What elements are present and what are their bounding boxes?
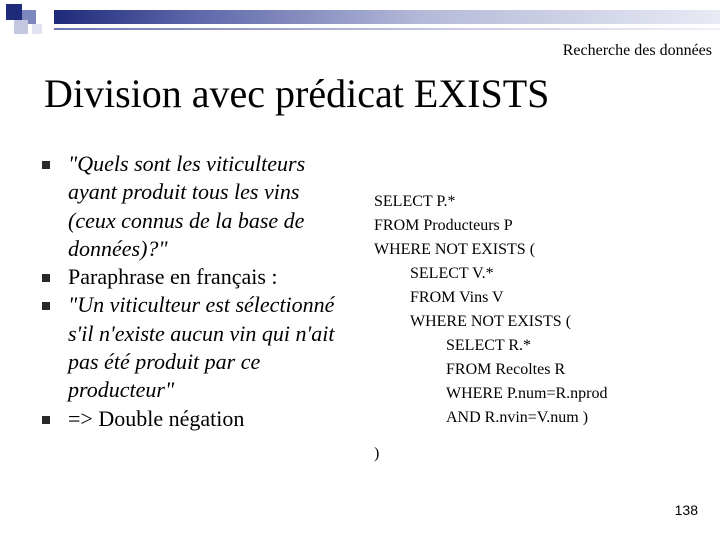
bullet-item-paraphrase — [40, 291, 340, 404]
header-gradient-bar — [54, 10, 720, 24]
sql-line: WHERE P.num=R.nprod — [446, 385, 608, 402]
bullet-item-paraphrase-label — [40, 263, 340, 291]
sql-line: SELECT V.* — [410, 265, 494, 282]
sql-line: SELECT R.* — [446, 337, 532, 354]
bullet-item-double-negation — [40, 405, 340, 433]
decor-square — [14, 20, 28, 34]
bullet-text: => Double négation — [68, 405, 245, 431]
bullet-item-question — [40, 150, 340, 263]
bullet-list — [40, 150, 340, 433]
bullet-square-icon — [42, 161, 50, 169]
sql-line: FROM Recoltes R — [446, 361, 566, 378]
page-number: 138 — [674, 502, 698, 518]
sql-query-block — [374, 190, 607, 466]
section-subtitle: Recherche des données — [562, 42, 712, 59]
sql-line: ) — [374, 445, 380, 462]
bullet-text: Paraphrase en français : — [68, 264, 278, 290]
bullet-square-icon — [42, 302, 50, 310]
sql-line: FROM Producteurs P — [374, 217, 513, 234]
sql-line: AND R.nvin=V.num ) — [446, 409, 589, 426]
sql-line: FROM Vins V — [410, 289, 504, 306]
sql-line: WHERE NOT EXISTS ( — [374, 241, 536, 258]
slide-title: Division avec prédicat EXISTS — [44, 71, 550, 116]
bullet-square-icon — [42, 416, 50, 424]
bullet-text: "Un viticulteur est sélectionné s'il n'existe aucun vin qui n'ait pas été produit par ce producteur" — [68, 292, 335, 403]
sql-line: WHERE NOT EXISTS ( — [410, 313, 572, 330]
header-divider — [54, 28, 720, 30]
bullet-square-icon — [42, 274, 50, 282]
decor-square — [6, 4, 22, 20]
sql-line: SELECT P.* — [374, 193, 456, 210]
decor-square — [32, 24, 42, 34]
bullet-text: "Quels sont les viticulteurs ayant produit tous les vins (ceux connus de la base de données)?" — [68, 151, 306, 261]
